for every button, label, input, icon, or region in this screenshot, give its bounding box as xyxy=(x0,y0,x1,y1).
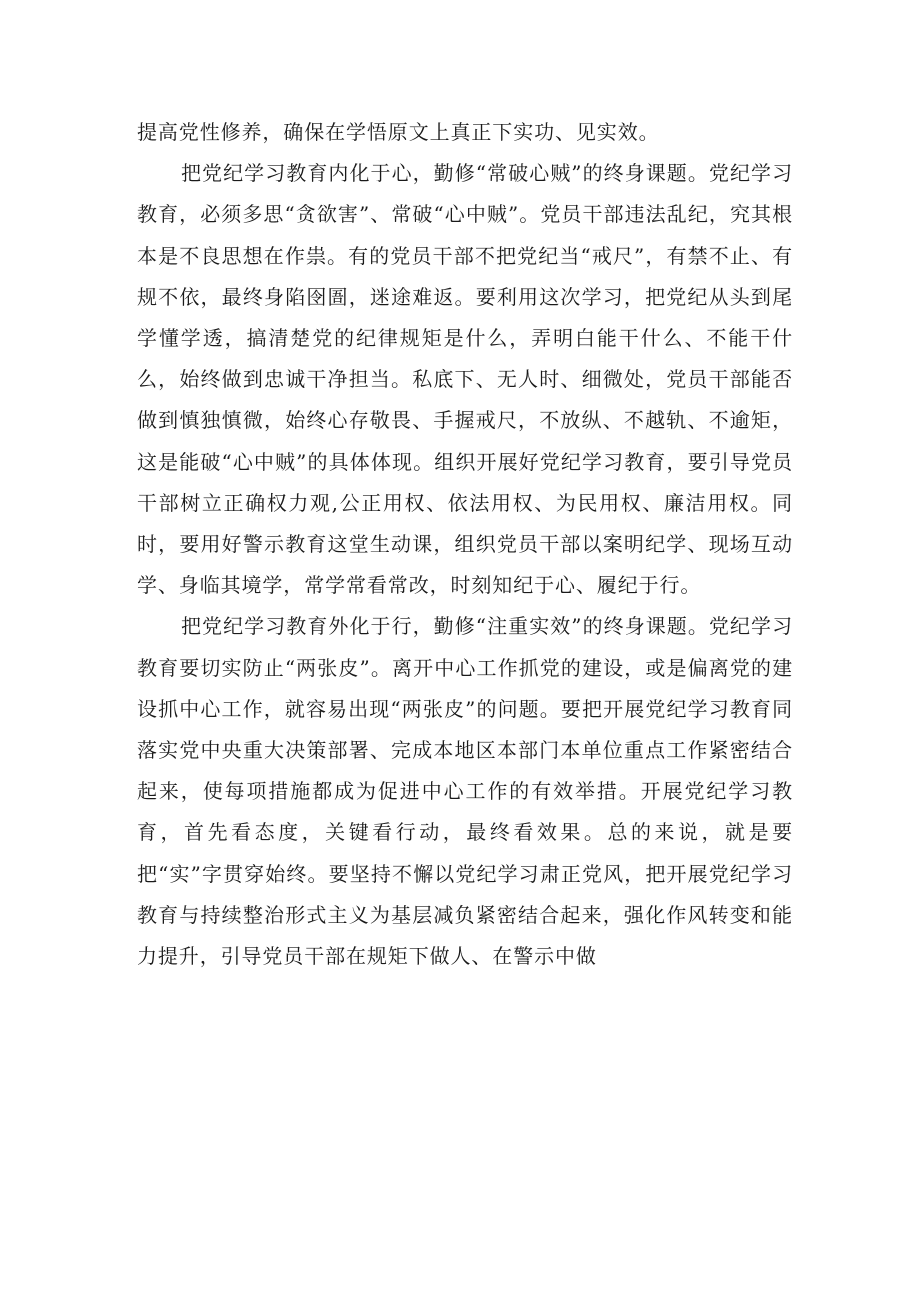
document-body xyxy=(137,112,793,977)
paragraph-continuation: 提高党性修养，确保在学悟原文上真正下实功、见实效。 xyxy=(137,120,660,144)
paragraph-externalize-discipline: 把党纪学习教育外化于行，勤修“注重实效”的终身课题。党纪学习教育要切实防止“两张皮”。离开中心工作抓党的建设，或是偏离党的建设抓中心工作，就容易出现“两张皮”的问题。要把开展党纪学习教育同落实党中央重大决策部署、完成本地区本部门本单位重点工作紧密结合起来，使每项措施都成为促进中心工作的有效举措。开展党纪学习教育，首先看态度，关键看行动，最终看效果。总的来说，就是要把“实”字贯穿始终。要坚持不懈以党纪学习肃正党风，把开展党纪学习教育与持续整治形式主义为基层减负紧密结合起来，强化作风转变和能力提升，引导党员干部在规矩下做人、在警示中做 xyxy=(137,614,793,969)
paragraph-internalize-discipline: 把党纪学习教育内化于心，勤修“常破心贼”的终身课题。党纪学习教育，必须多思“贪欲害”、常破“心中贼”。党员干部违法乱纪，究其根本是不良思想在作祟。有的党员干部不把党纪当“戒尺”，有禁不止、有规不依，最终身陷囹圄，迷途难返。要利用这次学习，把党纪从头到尾学懂学透，搞清楚党的纪律规矩是什么，弄明白能干什么、不能干什么，始终做到忠诚干净担当。私底下、无人时、细微处，党员干部能否做到慎独慎微，始终心存敬畏、手握戒尺，不放纵、不越轨、不逾矩，这是能破“心中贼”的具体体现。组织开展好党纪学习教育，要引导党员干部树立正确权力观,公正用权、依法用权、为民用权、廉洁用权。同时，要用好警示教育这堂生动课，组织党员干部以案明纪学、现场互动学、身临其境学，常学常看常改，时刻知纪于心、履纪于行。 xyxy=(137,161,793,598)
